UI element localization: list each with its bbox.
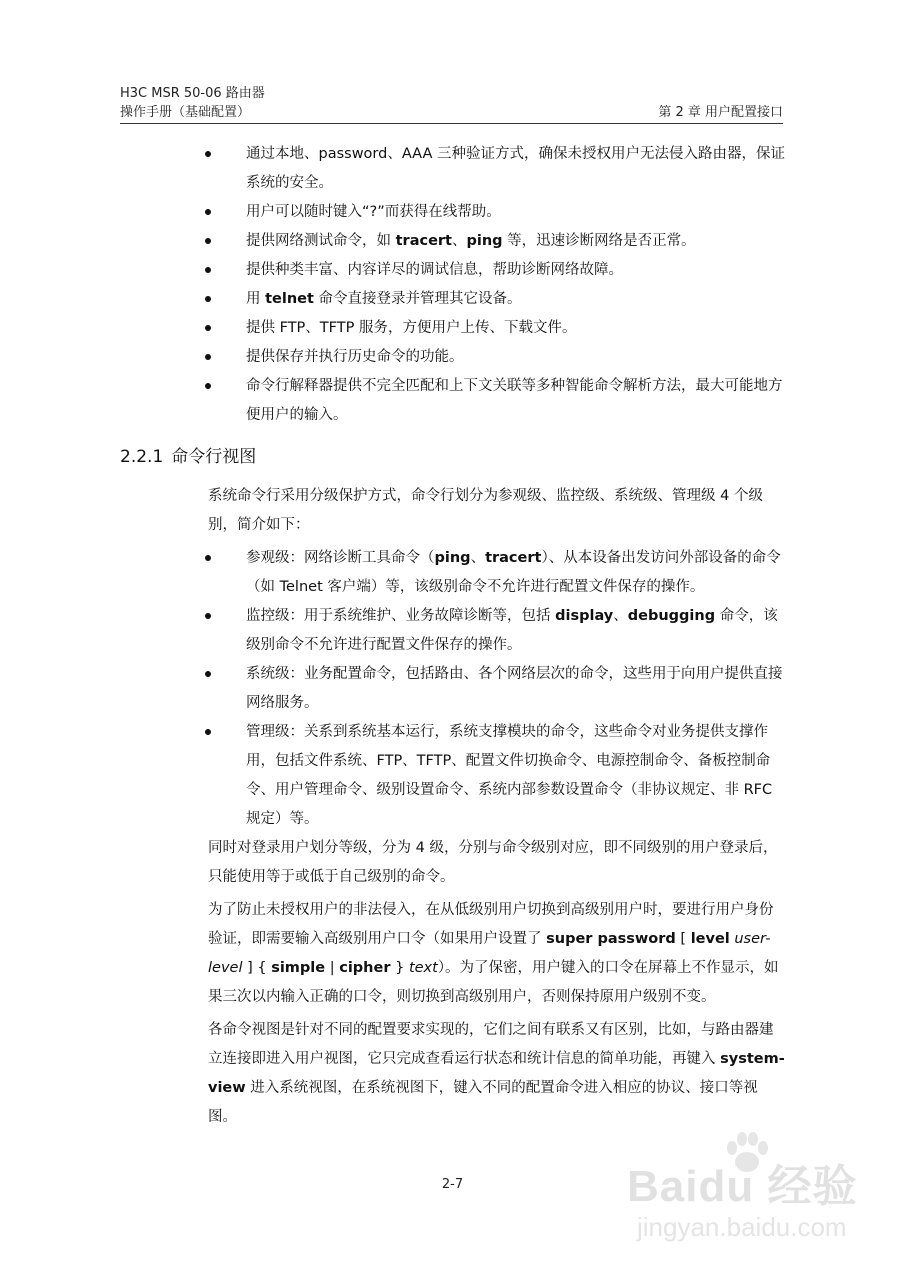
text-run: 参观级：网络诊断工具命令（ <box>246 550 435 566</box>
list-item <box>120 285 785 314</box>
list-item <box>120 602 785 660</box>
text-run: 各命令视图是针对不同的配置要求实现的，它们之间有联系又有区别，比如，与路由器建立连接即进入用户视图，它只完成查看运行状态和统计信息的简单功能，再键入 <box>208 1022 774 1067</box>
command-keyword: ping <box>466 233 503 249</box>
text-run: } <box>390 960 409 976</box>
command-keyword: super password <box>546 931 676 947</box>
text-run: 提供种类丰富、内容详尽的调试信息，帮助诊断网络故障。 <box>246 262 623 278</box>
command-keyword: debugging <box>627 608 716 624</box>
section-number: 2.2.1 <box>120 447 164 467</box>
paragraph-super-password <box>120 896 785 1012</box>
text-run: 系统级：业务配置命令，包括路由、各个网络层次的命令，这些用于向用户提供直接网络服务。 <box>246 666 783 711</box>
section-heading <box>120 444 785 470</box>
list-item <box>120 314 785 343</box>
bullet-icon <box>205 151 211 157</box>
text-run: 管理级：关系到系统基本运行，系统支撑模块的命令，这些命令对业务提供支撑作用，包括文件系统、FTP、TFTP、配置文件切换命令、电源控制命令、备板控制命令、用户管理命令、级别设置命令、系统内部参数设置命令（非协议规定、非 RFC 规定）等。 <box>246 724 773 827</box>
page-number: 2-7 <box>441 1177 464 1192</box>
bullet-icon <box>205 209 211 215</box>
command-keyword: tracert <box>395 233 452 249</box>
bullet-icon <box>205 325 211 331</box>
text-run: 命令，该级别命令不允许进行配置文件保存的操作。 <box>246 608 778 653</box>
chapter-title: 第 2 章 用户配置接口 <box>658 105 783 120</box>
command-keyword: display <box>555 608 614 624</box>
header-divider <box>120 123 783 124</box>
text-run: 提供网络测试命令，如 <box>246 233 396 249</box>
command-keyword: tracert <box>485 550 542 566</box>
doc-title: H3C MSR 50-06 路由器 <box>120 86 265 101</box>
text-run: 提供 FTP、TFTP 服务，方便用户上传、下载文件。 <box>246 320 577 336</box>
text-run: 同时对登录用户划分等级，分为 4 级，分别与命令级别对应，即不同级别的用户登录后，只能使用等于或低于自己级别的命令。 <box>208 840 778 885</box>
bullet-icon <box>205 613 211 619</box>
text-run: 、 <box>452 233 467 249</box>
bullet-icon <box>205 296 211 302</box>
text-run: 进入系统视图，在系统视图下，键入不同的配置命令进入相应的协议、接口等视图。 <box>208 1080 758 1125</box>
list-item <box>120 372 785 430</box>
list-item <box>120 718 785 834</box>
text-run: 等，迅速诊断网络是否正常。 <box>502 233 696 249</box>
list-item <box>120 227 785 256</box>
list-item <box>120 343 785 372</box>
text-run: 、 <box>613 608 628 624</box>
bullet-icon <box>205 729 211 735</box>
doc-subtitle: 操作手册（基础配置） <box>120 105 251 120</box>
text-run: 命令行解释器提供不完全匹配和上下文关联等多种智能命令解析方法，最大可能地方便用户的输入。 <box>246 378 783 423</box>
section-title: 命令行视图 <box>171 447 257 467</box>
text-run: [ <box>675 931 691 947</box>
paragraph-user-levels <box>120 834 785 892</box>
list-item <box>120 198 785 227</box>
text-run: ）。为了保密，用户键入的口令在屏幕上不作显示，如果三次以内输入正确的口令，则切换到高级别用户，否则保持原用户级别不变。 <box>208 960 779 1005</box>
bullet-icon <box>205 238 211 244</box>
watermark-url: jingyan.baidu.com <box>637 1212 847 1242</box>
watermark-logo: Baidu 经验 <box>627 1162 858 1211</box>
text-run: ）、从本设备出发访问外部设备的命令（如 Telnet 客户端）等，该级别命令不允许进行配置文件保存的操作。 <box>246 550 781 595</box>
bullet-icon <box>205 354 211 360</box>
baidu-watermark <box>627 1150 867 1260</box>
command-argument: user-level <box>208 931 771 976</box>
text-run: 监控级：用于系统维护、业务故障诊断等，包括 <box>246 608 556 624</box>
bullet-icon <box>205 555 211 561</box>
bullet-icon <box>205 671 211 677</box>
command-argument: text <box>408 960 438 976</box>
text-run: 、 <box>470 550 486 566</box>
text-run: ] { <box>242 960 272 976</box>
paragraph-command-views <box>120 1016 785 1132</box>
list-item <box>120 544 785 602</box>
text-run: 用 <box>246 291 266 307</box>
feature-list <box>120 140 785 430</box>
command-keyword: ping <box>434 550 471 566</box>
bullet-icon <box>205 383 211 389</box>
command-keyword: cipher <box>339 960 391 976</box>
command-keyword: system-view <box>208 1051 785 1096</box>
intro-paragraph: 系统命令行采用分级保护方式，命令行划分为参观级、监控级、系统级、管理级 4 个级别，简介如下： <box>208 488 763 533</box>
text-run: 通过本地、password、AAA 三种验证方式，确保未授权用户无法侵入路由器，保证系统的安全。 <box>246 146 786 191</box>
text-run: 用户可以随时键入“?”而获得在线帮助。 <box>246 204 501 220</box>
level-list <box>120 544 785 834</box>
command-keyword: simple <box>271 960 326 976</box>
list-item <box>120 140 785 198</box>
list-item <box>120 660 785 718</box>
text-run: 提供保存并执行历史命令的功能。 <box>246 349 464 365</box>
command-keyword: level <box>690 931 730 947</box>
text-run: 命令直接登录并管理其它设备。 <box>313 291 522 307</box>
text-run: | <box>325 960 340 976</box>
text-run: 为了防止未授权用户的非法侵入，在从低级别用户切换到高级别用户时，要进行用户身份验证，即需要输入高级别用户口令（如果用户设置了 <box>208 902 774 947</box>
command-keyword: telnet <box>265 291 314 307</box>
page-header <box>120 84 783 122</box>
page-body <box>120 140 785 1136</box>
bullet-icon <box>205 267 211 273</box>
list-item <box>120 256 785 285</box>
